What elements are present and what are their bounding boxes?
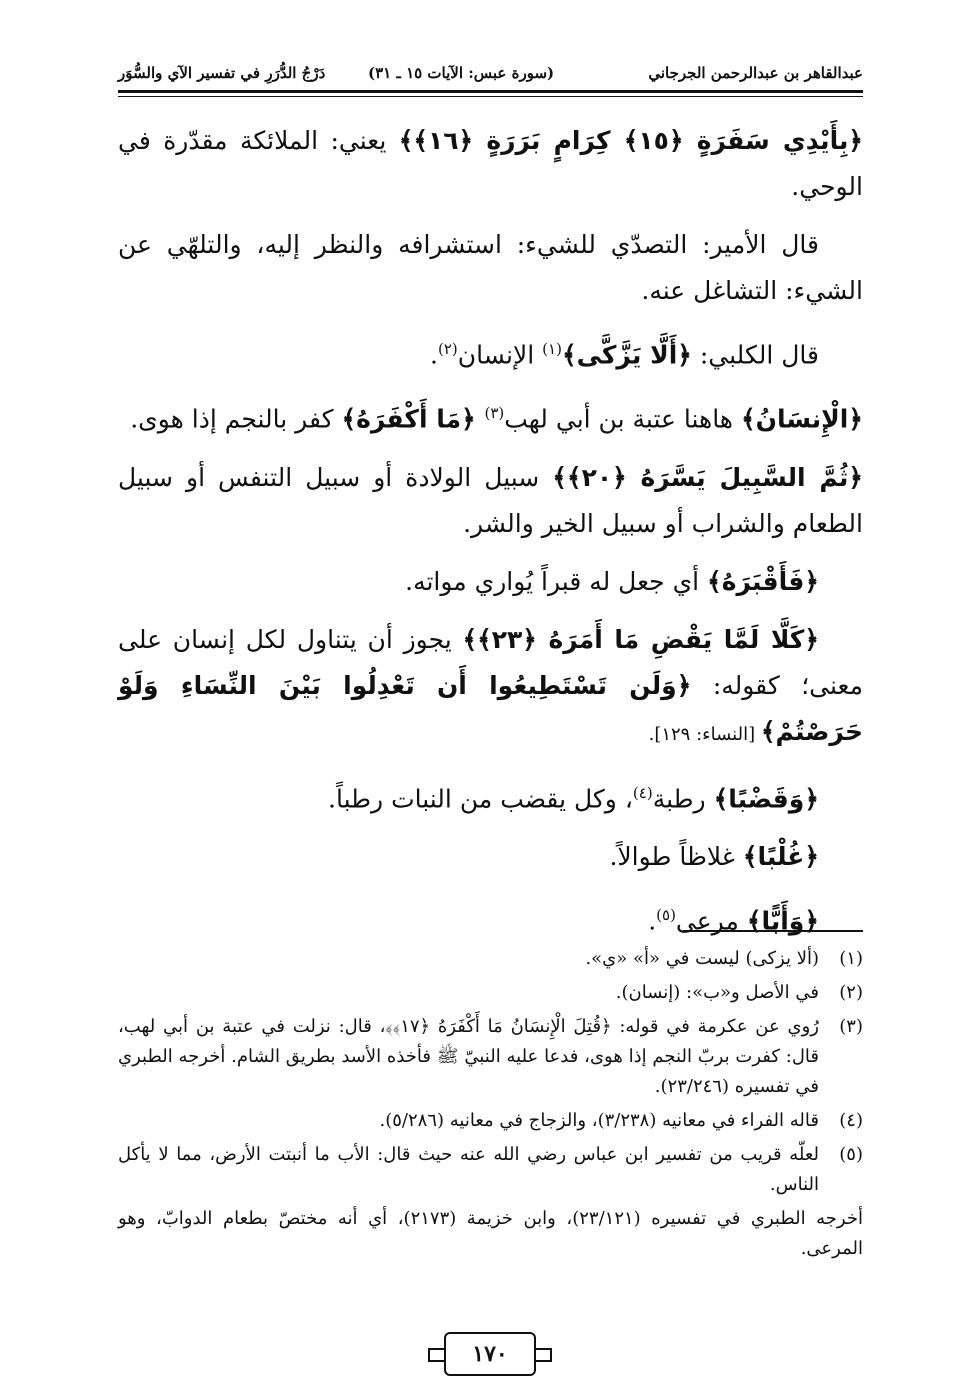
footnote-number: (١)	[839, 948, 863, 969]
paragraph	[118, 834, 863, 880]
paragraph-text: يجوز أن يتناول لكل إنسان على معنى؛ كقوله:	[118, 624, 863, 700]
quran-verse: ﴿كَلَّا لَمَّا يَقْضِ مَا أَمَرَهُ ﴿٢٣﴾﴾	[462, 624, 819, 654]
footnote-text: لعلّه قريب من تفسير ابن عباس رضي الله عنه حيث قال: الأب ما أنبتت الأرض، مما لا يأكل الناس.	[118, 1144, 819, 1195]
quran-verse: ﴿وَأَبًّا﴾	[746, 906, 819, 936]
footnote-number: (٥)	[839, 1144, 863, 1165]
paragraph	[118, 390, 863, 442]
quran-verse: ﴿فَأَقْبَرَهُ﴾	[707, 566, 819, 596]
paragraph-text: قال الكلبي:	[691, 340, 819, 370]
paragraph	[118, 326, 863, 378]
paragraph-text: مرعى	[675, 906, 747, 936]
footnote-separator	[683, 930, 863, 932]
footnote	[118, 1106, 863, 1136]
paragraph-text: غلاظاً طوالاً.	[609, 841, 743, 871]
paragraph-text: رطبة	[652, 783, 714, 813]
footnote-continuation: أخرجه الطبري في تفسيره (٢٣/١٢١)، وابن خزيمة (٢١٧٣)، أي أنه مختصّ بطعام الدوابّ، وهو المرعى.	[118, 1208, 863, 1259]
page-number: ١٧٠	[444, 1332, 536, 1376]
quran-verse: ﴿الْإِنسَانُ﴾	[740, 404, 863, 434]
footnote-ref: (٤)	[632, 783, 653, 802]
paragraph-text: يعني: الملائكة مقدّرة في الوحي.	[118, 126, 863, 201]
footnote-number: (٤)	[839, 1110, 863, 1131]
header-rule-thin	[118, 96, 863, 97]
footnote-text: في الأصل و«ب»: (إنسان).	[615, 982, 819, 1003]
footnote-text: قاله الفراء في معانيه (٣/٢٣٨)، والزجاج في معانيه (٥/٢٨٦).	[379, 1110, 819, 1131]
paragraph-text: هاهنا عتبة بن أبي لهب	[504, 404, 741, 434]
quran-reference: [النساء: ١٢٩].	[648, 723, 761, 745]
paragraph-text: الإنسان	[457, 340, 543, 370]
paragraph-text: كفر بالنجم إذا هوى.	[130, 404, 342, 434]
footnote-ref: (٣)	[484, 404, 505, 423]
paragraph	[118, 118, 863, 210]
footnote-ref: (٥)	[656, 905, 676, 924]
footnote	[118, 944, 863, 974]
footnote-text: رُوي عن عكرمة في قوله: ﴿قُتِلَ الْإِنسَانُ مَا أَكْفَرَهُ ﴿١٧﴾﴾، قال: نزلت في عتبة بن أبي لهب، قال: كفرت بربّ النجم إذا هوى، فدعا عليه النبيّ ﷺ فأخذه الأسد بطريق الشام. أخرجه الطبري في تفسيره (٢٣/٢٤٦).	[118, 1016, 819, 1097]
paragraph	[118, 559, 863, 605]
paragraph-text: ، وكل يقضب من النبات رطباً.	[328, 783, 633, 813]
paragraph-text: .	[648, 906, 657, 936]
quran-verse: ﴿مَا أَكْفَرَهُ﴾	[341, 404, 485, 434]
paragraph-text: .	[430, 340, 438, 370]
footnotes	[118, 944, 863, 1268]
footnote-number: (٣)	[839, 1016, 863, 1037]
footnote-number: (٢)	[839, 982, 863, 1003]
paragraph	[118, 892, 863, 944]
quran-verse: ﴿ثُمَّ السَّبِيلَ يَسَّرَهُ ﴿٢٠﴾﴾	[552, 462, 863, 492]
footnote-text: (ألا يزكى) ليست في «أ» «ي».	[585, 948, 819, 969]
paragraph	[118, 222, 863, 314]
footnote	[118, 1012, 863, 1102]
paragraph	[118, 770, 863, 822]
header-section: (سورة عبس: الآيات ١٥ ـ ٣١)	[368, 64, 555, 82]
footnote-ref: (٢)	[438, 340, 458, 358]
paragraph	[118, 455, 863, 547]
header-author: عبدالقاهر بن عبدالرحمن الجرجاني	[648, 64, 863, 82]
paragraph	[118, 617, 863, 758]
running-header	[118, 64, 863, 86]
quran-verse: ﴿غُلْبًا﴾	[742, 841, 819, 871]
header-book-title: دَرْجُ الدُّرَرِ في تفسير الآي والسُّوَر	[118, 64, 326, 82]
quran-verse: ﴿وَلَن تَسْتَطِيعُوا أَن تَعْدِلُوا بَيْنَ النِّسَاءِ وَلَوْ حَرَصْتُمْ﴾	[118, 670, 863, 746]
paragraph-text: سبيل الولادة أو سبيل التنفس أو سبيل الطعام والشراب أو سبيل الخير والشر.	[118, 462, 863, 538]
footnote	[118, 978, 863, 1008]
quran-verse: ﴿أَلَّا يَزَّكَّى﴾	[561, 340, 692, 370]
paragraph-text: أي جعل له قبراً يُواري مواته.	[405, 566, 708, 596]
main-text	[118, 118, 863, 956]
footnote	[118, 1140, 863, 1200]
quran-verse: ﴿بِأَيْدِي سَفَرَةٍ ﴿١٥﴾ كِرَامٍ بَرَرَةٍ ﴿١٦﴾﴾	[398, 126, 863, 155]
quran-verse: ﴿وَقَضْبًا﴾	[713, 783, 819, 813]
footnote-ref: (١)	[542, 340, 562, 358]
paragraph-text: قال الأمير: التصدّي للشيء: استشرافه والنظر إليه، والتلهّي عن الشيء: التشاغل عنه.	[118, 230, 863, 305]
header-rule-thick	[118, 90, 863, 93]
